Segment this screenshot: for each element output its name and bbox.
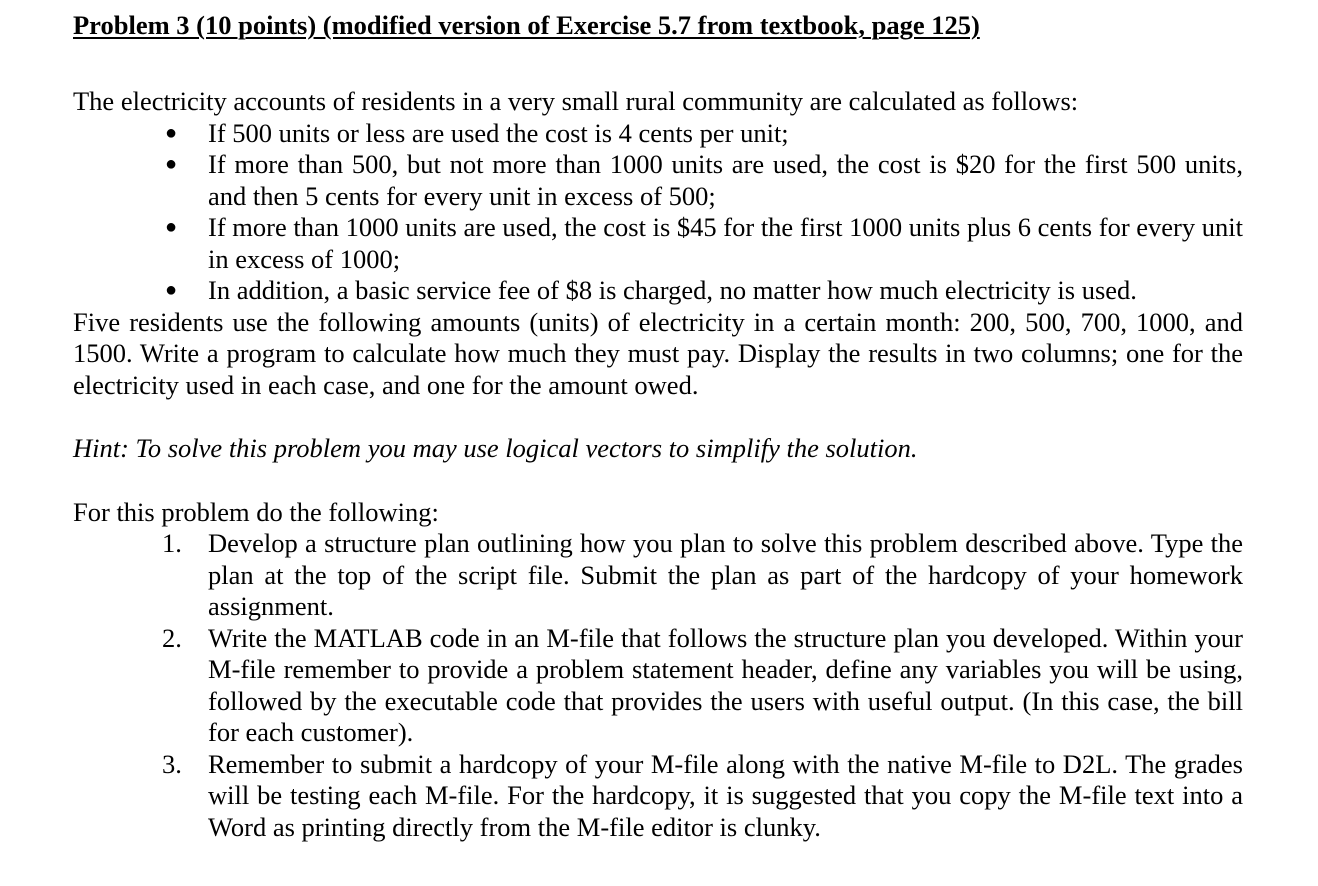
spacer [73,42,1243,86]
rate-rule-text: If more than 1000 units are used, the cost is $45 for the first 1000 units plus 6 cents for every unit in excess of 1000; [208,212,1243,274]
hint-paragraph: Hint: To solve this problem you may use logical vectors to simplify the solution. [73,433,918,463]
rate-rule-text: If more than 500, but not more than 1000 units are used, the cost is $20 for the first 500 units, and then 5 cents for every unit in excess of 500; [208,149,1243,211]
rate-rules-list [73,118,1243,307]
tasks-list [73,528,1243,843]
document-page [73,10,1243,843]
task-number: 3. [162,748,182,779]
rate-rule-item [73,212,1243,275]
bullet-icon: ● [165,121,178,144]
task-text: Develop a structure plan outlining how you plan to solve this problem described above. Type the plan at the top of the script file. Submit the plan as part of the hardcopy of your homework assignment. [208,528,1243,621]
spacer [73,465,1243,497]
rate-rule-text: In addition, a basic service fee of $8 is charged, no matter how much electricity is used. [208,275,1137,305]
task-text: Write the MATLAB code in an M-file that follows the structure plan you developed. Within your M-file remember to provide a problem statement header, define any variables you will be using, followed by the executable code that provides the users with useful output. (In this case, the bill for each customer). [208,622,1243,747]
bullet-icon: ● [165,153,178,175]
rate-rule-text: If 500 units or less are used the cost is 4 cents per unit; [208,117,789,148]
rate-rule-item [73,118,1243,150]
task-description-paragraph: Five residents use the following amounts (units) of electricity in a certain month: 200, 500, 700, 1000, and 1500. Write a program to calculate how much they must pay. Display the results in two columns; one for the electricity used in each case, and one for the amount owed. [73,306,1243,400]
spacer [73,401,1243,433]
intro-paragraph: The electricity accounts of residents in a very small rural community are calculated as follows: [73,86,1079,116]
bullet-icon: ● [165,279,178,301]
task-item [73,749,1243,844]
tasks-intro: For this problem do the following: [73,496,439,527]
bullet-icon: ● [165,216,178,238]
task-number: 1. [162,528,182,558]
rate-rule-item [73,275,1243,307]
rate-rule-item [73,149,1243,212]
task-item [73,528,1243,623]
task-item [73,623,1243,749]
problem-title: Problem 3 (10 points) (modified version of Exercise 5.7 from textbook, page 125) [73,10,980,40]
task-text: Remember to submit a hardcopy of your M-file along with the native M-file to D2L. The grades will be testing each M-file. For the hardcopy, it is suggested that you copy the M-file text into a Word as printing directly from the M-file editor is clunky. [208,748,1243,842]
task-number: 2. [162,622,182,653]
